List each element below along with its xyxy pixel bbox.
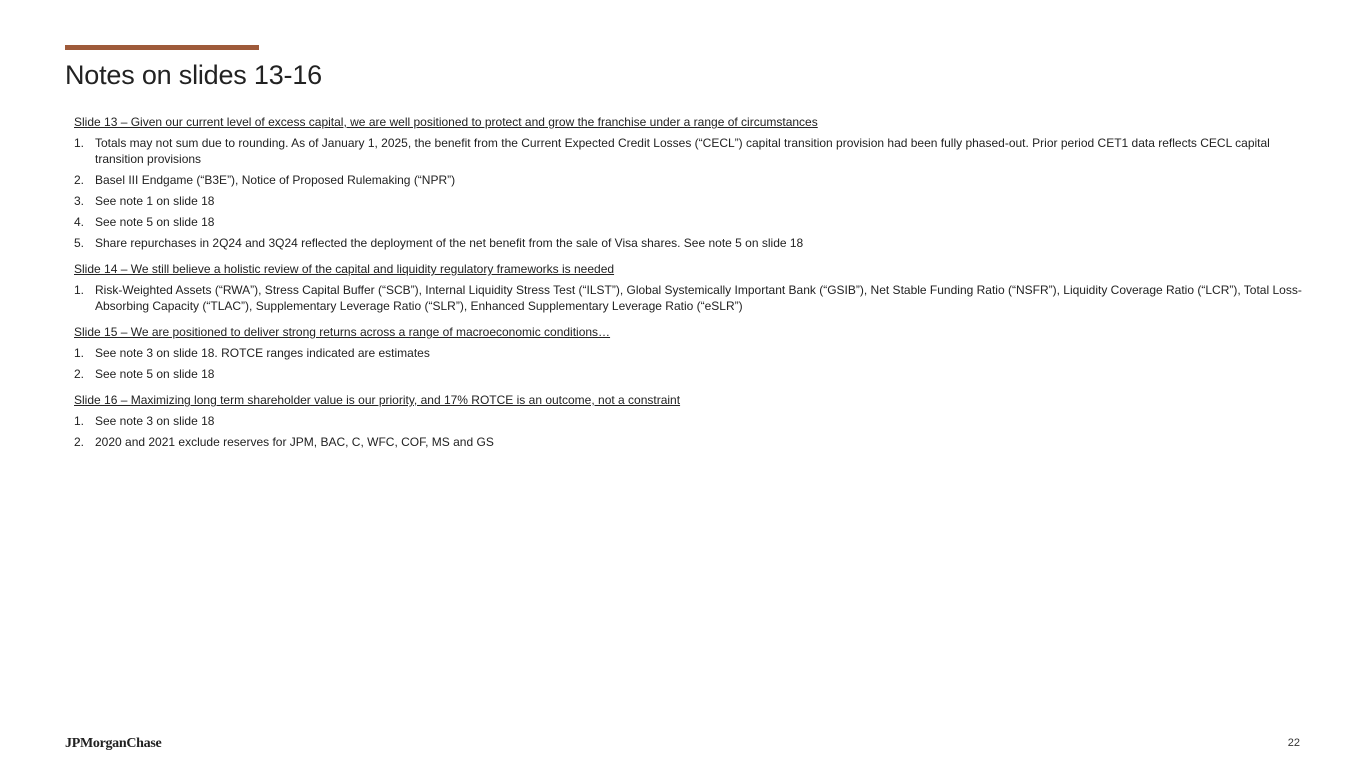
notes-section-slide-14 xyxy=(74,261,1304,314)
company-logo: JPMorganChase xyxy=(65,736,162,751)
note-text: Basel III Endgame (“B3E”), Notice of Proposed Rulemaking (“NPR”) xyxy=(95,173,456,187)
note-text: See note 5 on slide 18 xyxy=(95,215,215,229)
note-number: 5. xyxy=(74,236,85,250)
page-number: 22 xyxy=(1287,737,1300,749)
note-number: 1. xyxy=(74,414,85,428)
notes-section-slide-15 xyxy=(74,324,1304,382)
note-text: See note 3 on slide 18. ROTCE ranges indicated are estimates xyxy=(95,346,430,360)
list-item xyxy=(74,366,1304,382)
note-text: 2020 and 2021 exclude reserves for JPM, BAC, C, WFC, COF, MS and GS xyxy=(95,435,494,449)
note-number: 1. xyxy=(74,346,85,360)
note-text: See note 1 on slide 18 xyxy=(95,194,215,208)
list-item xyxy=(74,434,1304,450)
note-text: Totals may not sum due to rounding. As of January 1, 2025, the benefit from the Current Expected Credit Losses (“CECL”) capital transition provision had been fully phased-out. Prior period CET1 data reflects CECL capital transition provisions xyxy=(95,136,1270,166)
page-title: Notes on slides 13-16 xyxy=(65,60,322,90)
note-number: 1. xyxy=(74,136,85,150)
section-heading: Slide 15 – We are positioned to deliver strong returns across a range of macroeconomic conditions… xyxy=(74,325,611,339)
notes-section-slide-13 xyxy=(74,114,1304,251)
list-item xyxy=(74,235,1304,251)
list-item xyxy=(74,135,1304,167)
section-heading: Slide 13 – Given our current level of excess capital, we are well positioned to protect and grow the franchise under a range of circumstances xyxy=(74,115,818,129)
list-item xyxy=(74,413,1304,429)
notes-body xyxy=(74,114,1304,460)
note-number: 3. xyxy=(74,194,85,208)
note-number: 2. xyxy=(74,173,85,187)
list-item xyxy=(74,172,1304,188)
list-item xyxy=(74,345,1304,361)
note-number: 4. xyxy=(74,215,85,229)
note-text: Risk-Weighted Assets (“RWA”), Stress Capital Buffer (“SCB”), Internal Liquidity Stress Test (“ILST”), Global Systemically Important Bank (“GSIB”), Net Stable Funding Ratio (“NSFR”), Liquidity Coverage Ratio (“LCR”), Total Loss-Absorbing Capacity (“TLAC”), Supplementary Leverage Ratio (“SLR”), Enhanced Supplementary Leverage Ratio (“eSLR”) xyxy=(95,283,1302,313)
title-accent-bar xyxy=(65,45,259,50)
section-heading: Slide 16 – Maximizing long term shareholder value is our priority, and 17% ROTCE is an outcome, not a constraint xyxy=(74,393,681,407)
note-number: 1. xyxy=(74,283,85,297)
note-text: Share repurchases in 2Q24 and 3Q24 reflected the deployment of the net benefit from the sale of Visa shares. See note 5 on slide 18 xyxy=(95,236,804,250)
note-number: 2. xyxy=(74,435,85,449)
note-text: See note 5 on slide 18 xyxy=(95,367,215,381)
notes-section-slide-16 xyxy=(74,392,1304,450)
list-item xyxy=(74,282,1304,314)
note-number: 2. xyxy=(74,367,85,381)
section-heading: Slide 14 – We still believe a holistic review of the capital and liquidity regulatory frameworks is needed xyxy=(74,262,615,276)
list-item xyxy=(74,193,1304,209)
list-item xyxy=(74,214,1304,230)
note-text: See note 3 on slide 18 xyxy=(95,414,215,428)
